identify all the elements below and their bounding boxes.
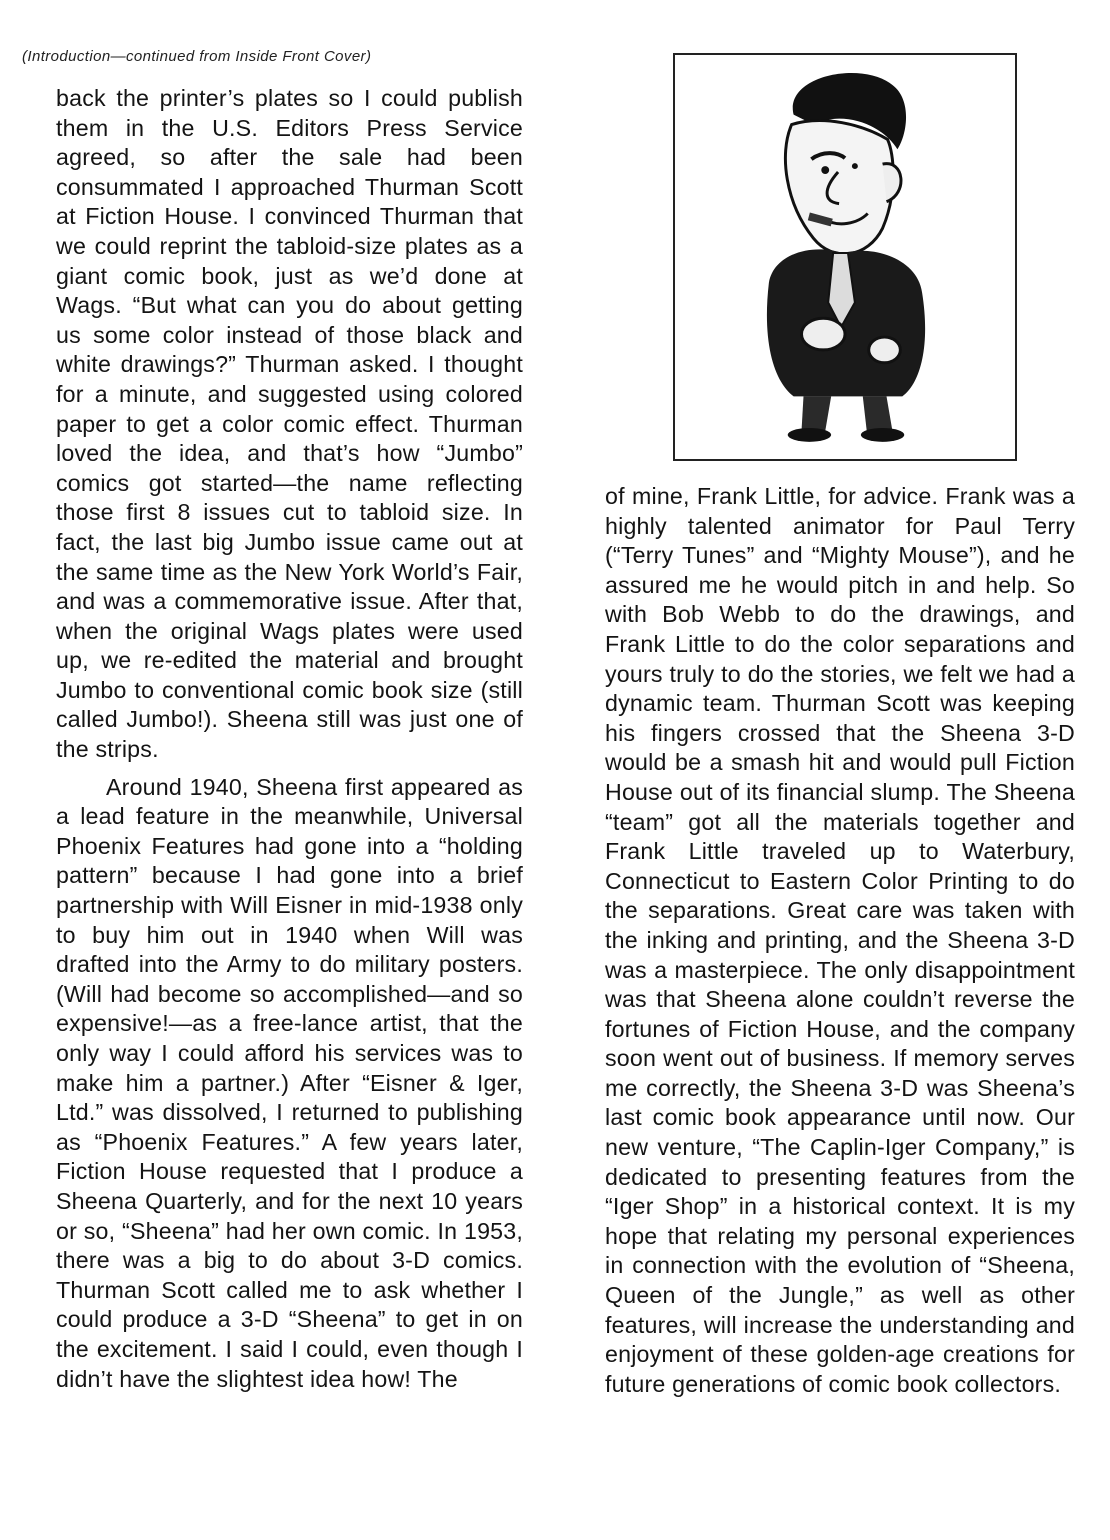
continuation-header: (Introduction—continued from Inside Front Cover) [22, 48, 372, 65]
left-paragraph-2: Around 1940, Sheena first appeared as a lead feature in the meanwhile, Universal Phoenix Features had gone into a “holding pattern” because I had gone into a brief partnership with Will Eisner in mid-1938 only to buy him out in 1940 when Will was drafted into the Army to do military posters. (Will had become so accomplished—and so expensive!—as a free-lance artist, that the only way I could afford his services was to make him a partner.) After “Eisner & Iger, Ltd.” was dissolved, I returned to publishing as “Phoenix Features.” A few years later, Fiction House requested that I produce a Sheena Quarterly, and for the next 10 years or so, “Sheena” had her own comic. In 1953, there was a big to do about 3-D comics. Thurman Scott called me to ask whether I could produce a 3-D “Sheena” to get in on the excitement. I said I could, even though I didn’t have the slightest idea how! The [56, 773, 523, 1392]
left-column [56, 84, 523, 1394]
right-column [605, 482, 1075, 1399]
caricature-illustration-icon [675, 55, 1015, 459]
caricature-illustration [673, 53, 1017, 461]
left-paragraph-1: back the printer’s plates so I could publish them in the U.S. Editors Press Service agreed, so after the sale had been consummated I approached Thurman Scott at Fiction House. I convinced Thurman that we could reprint the tabloid-size plates as a giant comic book, just as we’d done at Wags. “But what can you do about getting us some color instead of those black and white drawings?” Thurman asked. I thought for a minute, and suggested using colored paper to get a color comic effect. Thurman loved the idea, and that’s how “Jumbo” comics got started—the name reflecting those first 8 issues cut to tabloid size. In fact, the last big Jumbo issue came out at the same time as the New York World’s Fair, and was a commemorative issue. After that, when the original Wags plates were used up, we re-edited the material and brought Jumbo to conventional comic book size (still called Jumbo!). Sheena still was just one of the strips. [56, 85, 523, 763]
right-paragraph-1: of mine, Frank Little, for advice. Frank was a highly talented animator for Paul Terry (“Terry Tunes” and “Mighty Mouse”), and he assured me he would pitch in and help. So with Bob Webb to do the drawings, and Frank Little to do the color separations and yours truly to do the stories, we felt we had a dynamic team. Thurman Scott was keeping his fingers crossed that the Sheena 3-D would be a smash hit and would pull Fiction House out of its financial slump. The Sheena “team” got all the materials together and Frank Little traveled up to Waterbury, Connecticut to Eastern Color Printing to do the separations. Great care was taken with the inking and printing, and the Sheena 3-D was a masterpiece. The only disappointment was that Sheena alone couldn’t reverse the fortunes of Fiction House, and the company soon went out of business. If memory serves me correctly, the Sheena 3-D was Sheena’s last comic book appearance until now. Our new venture, “The Caplin-Iger Company,” is dedicated to presenting features from the “Iger Shop” in a historical context. It is my hope that relating my personal experiences in connection with the evolution of “Sheena, Queen of the Jungle,” as well as other features, will increase the understanding and enjoyment of these golden-age creations for future generations of comic book collectors. [605, 483, 1075, 1397]
